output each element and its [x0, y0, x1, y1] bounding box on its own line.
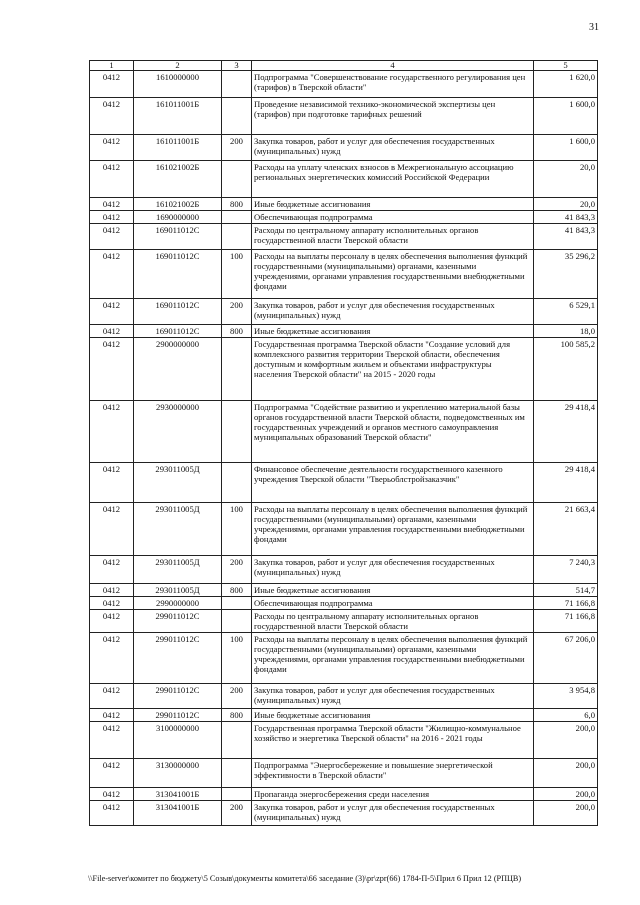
header-col-5: 5: [534, 61, 598, 71]
table-row: [90, 135, 598, 161]
target-article-code: 299011012С: [134, 684, 222, 709]
item-name: Проведение независимой технико-экономической экспертизы цен (тарифов) при подготовке тарифных решений: [252, 98, 534, 135]
item-name: Обеспечивающая подпрограмма: [252, 211, 534, 224]
target-article-code: 161021002Б: [134, 198, 222, 211]
table-row: [90, 338, 598, 401]
table-row: [90, 556, 598, 584]
item-name: Иные бюджетные ассигнования: [252, 584, 534, 597]
expense-type-code: 100: [222, 503, 252, 556]
header-col-4: 4: [252, 61, 534, 71]
amount: 67 206,0: [534, 633, 598, 684]
section-code: 0412: [90, 161, 134, 198]
header-col-2: 2: [134, 61, 222, 71]
target-article-code: 313041001Б: [134, 788, 222, 801]
table-body: [90, 71, 598, 826]
expense-type-code: [222, 401, 252, 463]
table-row: [90, 503, 598, 556]
expense-type-code: [222, 71, 252, 98]
section-code: 0412: [90, 503, 134, 556]
target-article-code: 299011012С: [134, 709, 222, 722]
table-row: [90, 463, 598, 503]
expense-type-code: [222, 722, 252, 759]
item-name: Расходы на уплату членских взносов в Межрегиональную ассоциацию региональных энергетических комиссий Российской Федерации: [252, 161, 534, 198]
item-name: Обеспечивающая подпрограмма: [252, 597, 534, 610]
expense-type-code: [222, 98, 252, 135]
item-name: Закупка товаров, работ и услуг для обеспечения государственных (муниципальных) нужд: [252, 684, 534, 709]
section-code: 0412: [90, 556, 134, 584]
page-number: 31: [589, 22, 599, 33]
target-article-code: 299011012С: [134, 610, 222, 633]
section-code: 0412: [90, 135, 134, 161]
expense-type-code: 200: [222, 135, 252, 161]
table-row: [90, 610, 598, 633]
target-article-code: 2930000000: [134, 401, 222, 463]
section-code: 0412: [90, 801, 134, 826]
amount: 71 166,8: [534, 597, 598, 610]
expense-type-code: [222, 463, 252, 503]
section-code: 0412: [90, 633, 134, 684]
header-col-3: 3: [222, 61, 252, 71]
table-row: [90, 299, 598, 325]
amount: 7 240,3: [534, 556, 598, 584]
item-name: Финансовое обеспечение деятельности государственного казенного учреждения Тверской области "Тверьоблстройзаказчик": [252, 463, 534, 503]
amount: 200,0: [534, 759, 598, 788]
target-article-code: 169011012С: [134, 299, 222, 325]
table-row: [90, 71, 598, 98]
expense-type-code: 100: [222, 250, 252, 299]
expense-type-code: 200: [222, 801, 252, 826]
expense-type-code: 100: [222, 633, 252, 684]
section-code: 0412: [90, 597, 134, 610]
item-name: Подпрограмма "Содействие развитию и укреплению материальной базы органов государственной власти Тверской области, подведомственных им государственных учреждений и органов местного самоуправления муниципальных образований Тверской области": [252, 401, 534, 463]
amount: 200,0: [534, 801, 598, 826]
table-header-row: [90, 61, 598, 71]
section-code: 0412: [90, 610, 134, 633]
item-name: Расходы на выплаты персоналу в целях обеспечения выполнения функций государственными (муниципальными) органами, казенными учреждениями, органами управления государственными внебюджетными фондами: [252, 633, 534, 684]
amount: 29 418,4: [534, 463, 598, 503]
target-article-code: 293011005Д: [134, 556, 222, 584]
section-code: 0412: [90, 584, 134, 597]
table-row: [90, 211, 598, 224]
amount: 514,7: [534, 584, 598, 597]
expense-type-code: 200: [222, 684, 252, 709]
table-row: [90, 224, 598, 250]
section-code: 0412: [90, 684, 134, 709]
target-article-code: 313041001Б: [134, 801, 222, 826]
item-name: Расходы на выплаты персоналу в целях обеспечения выполнения функций государственными (муниципальными) органами, казенными учреждениями, органами управления государственными внебюджетными фондами: [252, 250, 534, 299]
expense-type-code: 800: [222, 584, 252, 597]
item-name: Подпрограмма "Энергосбережение и повышение энергетической эффективности в Тверской области": [252, 759, 534, 788]
item-name: Государственная программа Тверской области "Создание условий для комплексного развития территории Тверской области, обеспечения доступным и комфортным жильем и объектами инфраструктуры населения Тверской области" на 2015 - 2020 годы: [252, 338, 534, 401]
target-article-code: 3130000000: [134, 759, 222, 788]
expense-type-code: [222, 211, 252, 224]
section-code: 0412: [90, 211, 134, 224]
section-code: 0412: [90, 71, 134, 98]
amount: 1 600,0: [534, 98, 598, 135]
amount: 20,0: [534, 161, 598, 198]
amount: 29 418,4: [534, 401, 598, 463]
amount: 71 166,8: [534, 610, 598, 633]
section-code: 0412: [90, 338, 134, 401]
section-code: 0412: [90, 709, 134, 722]
target-article-code: 169011012С: [134, 224, 222, 250]
target-article-code: 2900000000: [134, 338, 222, 401]
table-row: [90, 161, 598, 198]
target-article-code: 293011005Д: [134, 503, 222, 556]
target-article-code: 161011001Б: [134, 135, 222, 161]
table-row: [90, 584, 598, 597]
target-article-code: 169011012С: [134, 325, 222, 338]
amount: 1 620,0: [534, 71, 598, 98]
item-name: Закупка товаров, работ и услуг для обеспечения государственных (муниципальных) нужд: [252, 299, 534, 325]
table-row: [90, 684, 598, 709]
amount: 21 663,4: [534, 503, 598, 556]
table-row: [90, 633, 598, 684]
file-path-footer: \\File-server\комитет по бюджету\5 Созыв\документы комитета\66 заседание (3)\pr\zpr(66) 1784-П-5\Прил 6 Прил 12 (РПЦВ): [88, 874, 522, 883]
item-name: Иные бюджетные ассигнования: [252, 709, 534, 722]
amount: 41 843,3: [534, 211, 598, 224]
table-row: [90, 98, 598, 135]
item-name: Государственная программа Тверской области "Жилищно-коммунальное хозяйство и энергетика Тверской области" на 2016 - 2021 годы: [252, 722, 534, 759]
amount: 20,0: [534, 198, 598, 211]
expense-type-code: 200: [222, 299, 252, 325]
expense-type-code: [222, 597, 252, 610]
item-name: Пропаганда энергосбережения среди населения: [252, 788, 534, 801]
amount: 35 296,2: [534, 250, 598, 299]
item-name: Иные бюджетные ассигнования: [252, 325, 534, 338]
expense-type-code: [222, 338, 252, 401]
table-row: [90, 801, 598, 826]
target-article-code: 299011012С: [134, 633, 222, 684]
budget-table: [89, 60, 598, 826]
section-code: 0412: [90, 788, 134, 801]
item-name: Подпрограмма "Совершенствование государственного регулирования цен (тарифов) в Тверской области": [252, 71, 534, 98]
amount: 6,0: [534, 709, 598, 722]
item-name: Закупка товаров, работ и услуг для обеспечения государственных (муниципальных) нужд: [252, 135, 534, 161]
expense-type-code: 800: [222, 198, 252, 211]
section-code: 0412: [90, 198, 134, 211]
target-article-code: 2990000000: [134, 597, 222, 610]
section-code: 0412: [90, 224, 134, 250]
table-row: [90, 325, 598, 338]
target-article-code: 161011001Б: [134, 98, 222, 135]
item-name: Закупка товаров, работ и услуг для обеспечения государственных (муниципальных) нужд: [252, 556, 534, 584]
amount: 1 600,0: [534, 135, 598, 161]
target-article-code: 293011005Д: [134, 584, 222, 597]
expense-type-code: 200: [222, 556, 252, 584]
amount: 18,0: [534, 325, 598, 338]
table-row: [90, 759, 598, 788]
amount: 200,0: [534, 722, 598, 759]
target-article-code: 1690000000: [134, 211, 222, 224]
table-row: [90, 250, 598, 299]
target-article-code: 3100000000: [134, 722, 222, 759]
amount: 100 585,2: [534, 338, 598, 401]
section-code: 0412: [90, 463, 134, 503]
amount: 6 529,1: [534, 299, 598, 325]
header-col-1: 1: [90, 61, 134, 71]
section-code: 0412: [90, 722, 134, 759]
expense-type-code: [222, 161, 252, 198]
item-name: Расходы по центральному аппарату исполнительных органов государственной власти Тверской области: [252, 224, 534, 250]
item-name: Расходы по центральному аппарату исполнительных органов государственной власти Тверской области: [252, 610, 534, 633]
expense-type-code: 800: [222, 709, 252, 722]
expense-type-code: 800: [222, 325, 252, 338]
amount: 3 954,8: [534, 684, 598, 709]
amount: 200,0: [534, 788, 598, 801]
table-row: [90, 401, 598, 463]
target-article-code: 1610000000: [134, 71, 222, 98]
section-code: 0412: [90, 250, 134, 299]
expense-type-code: [222, 788, 252, 801]
amount: 41 843,3: [534, 224, 598, 250]
section-code: 0412: [90, 401, 134, 463]
table-row: [90, 788, 598, 801]
target-article-code: 293011005Д: [134, 463, 222, 503]
item-name: Расходы на выплаты персоналу в целях обеспечения выполнения функций государственными (муниципальными) органами, казенными учреждениями, органами управления государственными внебюджетными фондами: [252, 503, 534, 556]
table-row: [90, 198, 598, 211]
item-name: Иные бюджетные ассигнования: [252, 198, 534, 211]
table-row: [90, 722, 598, 759]
target-article-code: 169011012С: [134, 250, 222, 299]
expense-type-code: [222, 610, 252, 633]
section-code: 0412: [90, 98, 134, 135]
section-code: 0412: [90, 325, 134, 338]
expense-type-code: [222, 224, 252, 250]
section-code: 0412: [90, 759, 134, 788]
table-row: [90, 709, 598, 722]
target-article-code: 161021002Б: [134, 161, 222, 198]
table-row: [90, 597, 598, 610]
expense-type-code: [222, 759, 252, 788]
item-name: Закупка товаров, работ и услуг для обеспечения государственных (муниципальных) нужд: [252, 801, 534, 826]
section-code: 0412: [90, 299, 134, 325]
